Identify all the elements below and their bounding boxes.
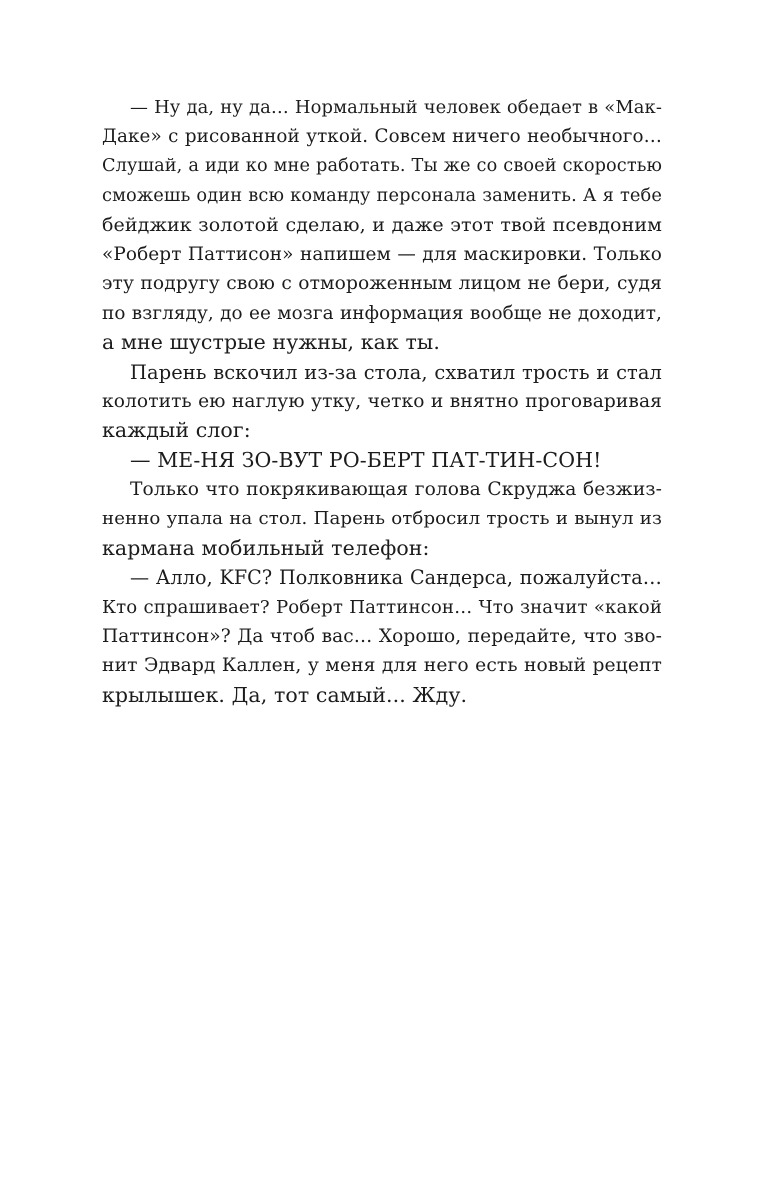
text-line: ненно упала на стол. Парень отбросил трость и вынул из [102,508,662,530]
text-line: Кто спрашивает? Роберт Паттинсон… Что значит «какой [102,596,662,618]
text-line: по взгляду, до ее мозга информация вообще не доходит, [102,302,662,324]
text-line: бейджик золотой сделаю, и даже этот твой псевдоним [102,213,662,236]
paragraph [102,446,662,475]
paragraph [102,475,662,563]
text-line: крылышек. Да, тот самый... Жду. [102,682,468,707]
body-text [102,93,662,710]
text-line: Парень вскочил из-за стола, схватил трость и стал [130,360,662,384]
text-line: эту подругу свою с отмороженным лицом не бери, судя [102,273,662,295]
text-line: Паттинсон»? Да чтоб вас… Хорошо, передайте, что зво- [102,626,662,648]
paragraph [102,358,662,446]
text-line: Даке» с рисованной уткой. Совсем ничего необычного… [102,126,662,148]
text-line: сможешь один всю команду персонала заменить. А я тебе [102,185,662,207]
text-line: «Роберт Паттисон» напишем — для маскировки. Только [102,243,662,265]
text-line: — МЕ-НЯ ЗО-ВУТ РО-БЕРТ ПАТ-ТИН-СОН! [130,447,602,472]
paragraph [102,563,662,710]
paragraph [102,93,662,358]
text-line: колотить ею наглую утку, четко и внятно проговаривая [102,390,662,412]
text-line: кармана мобильный телефон: [102,535,430,560]
text-line: — Ну да, ну да… Нормальный человек обедает в «Мак- [130,97,662,118]
text-line: Только что покрякивающая голова Скруджа безжиз- [130,479,662,501]
text-line: Слушай, а иди ко мне работать. Ты же со своей скоростью [102,155,662,176]
text-line: — Алло, KFC? Полковника Сандерса, пожалуйста… [130,566,662,590]
text-line: а мне шустрые нужны, как ты. [102,330,440,355]
text-line: нит Эдвард Каллен, у меня для него есть новый рецепт [102,655,662,677]
text-line: каждый слог: [102,418,251,443]
